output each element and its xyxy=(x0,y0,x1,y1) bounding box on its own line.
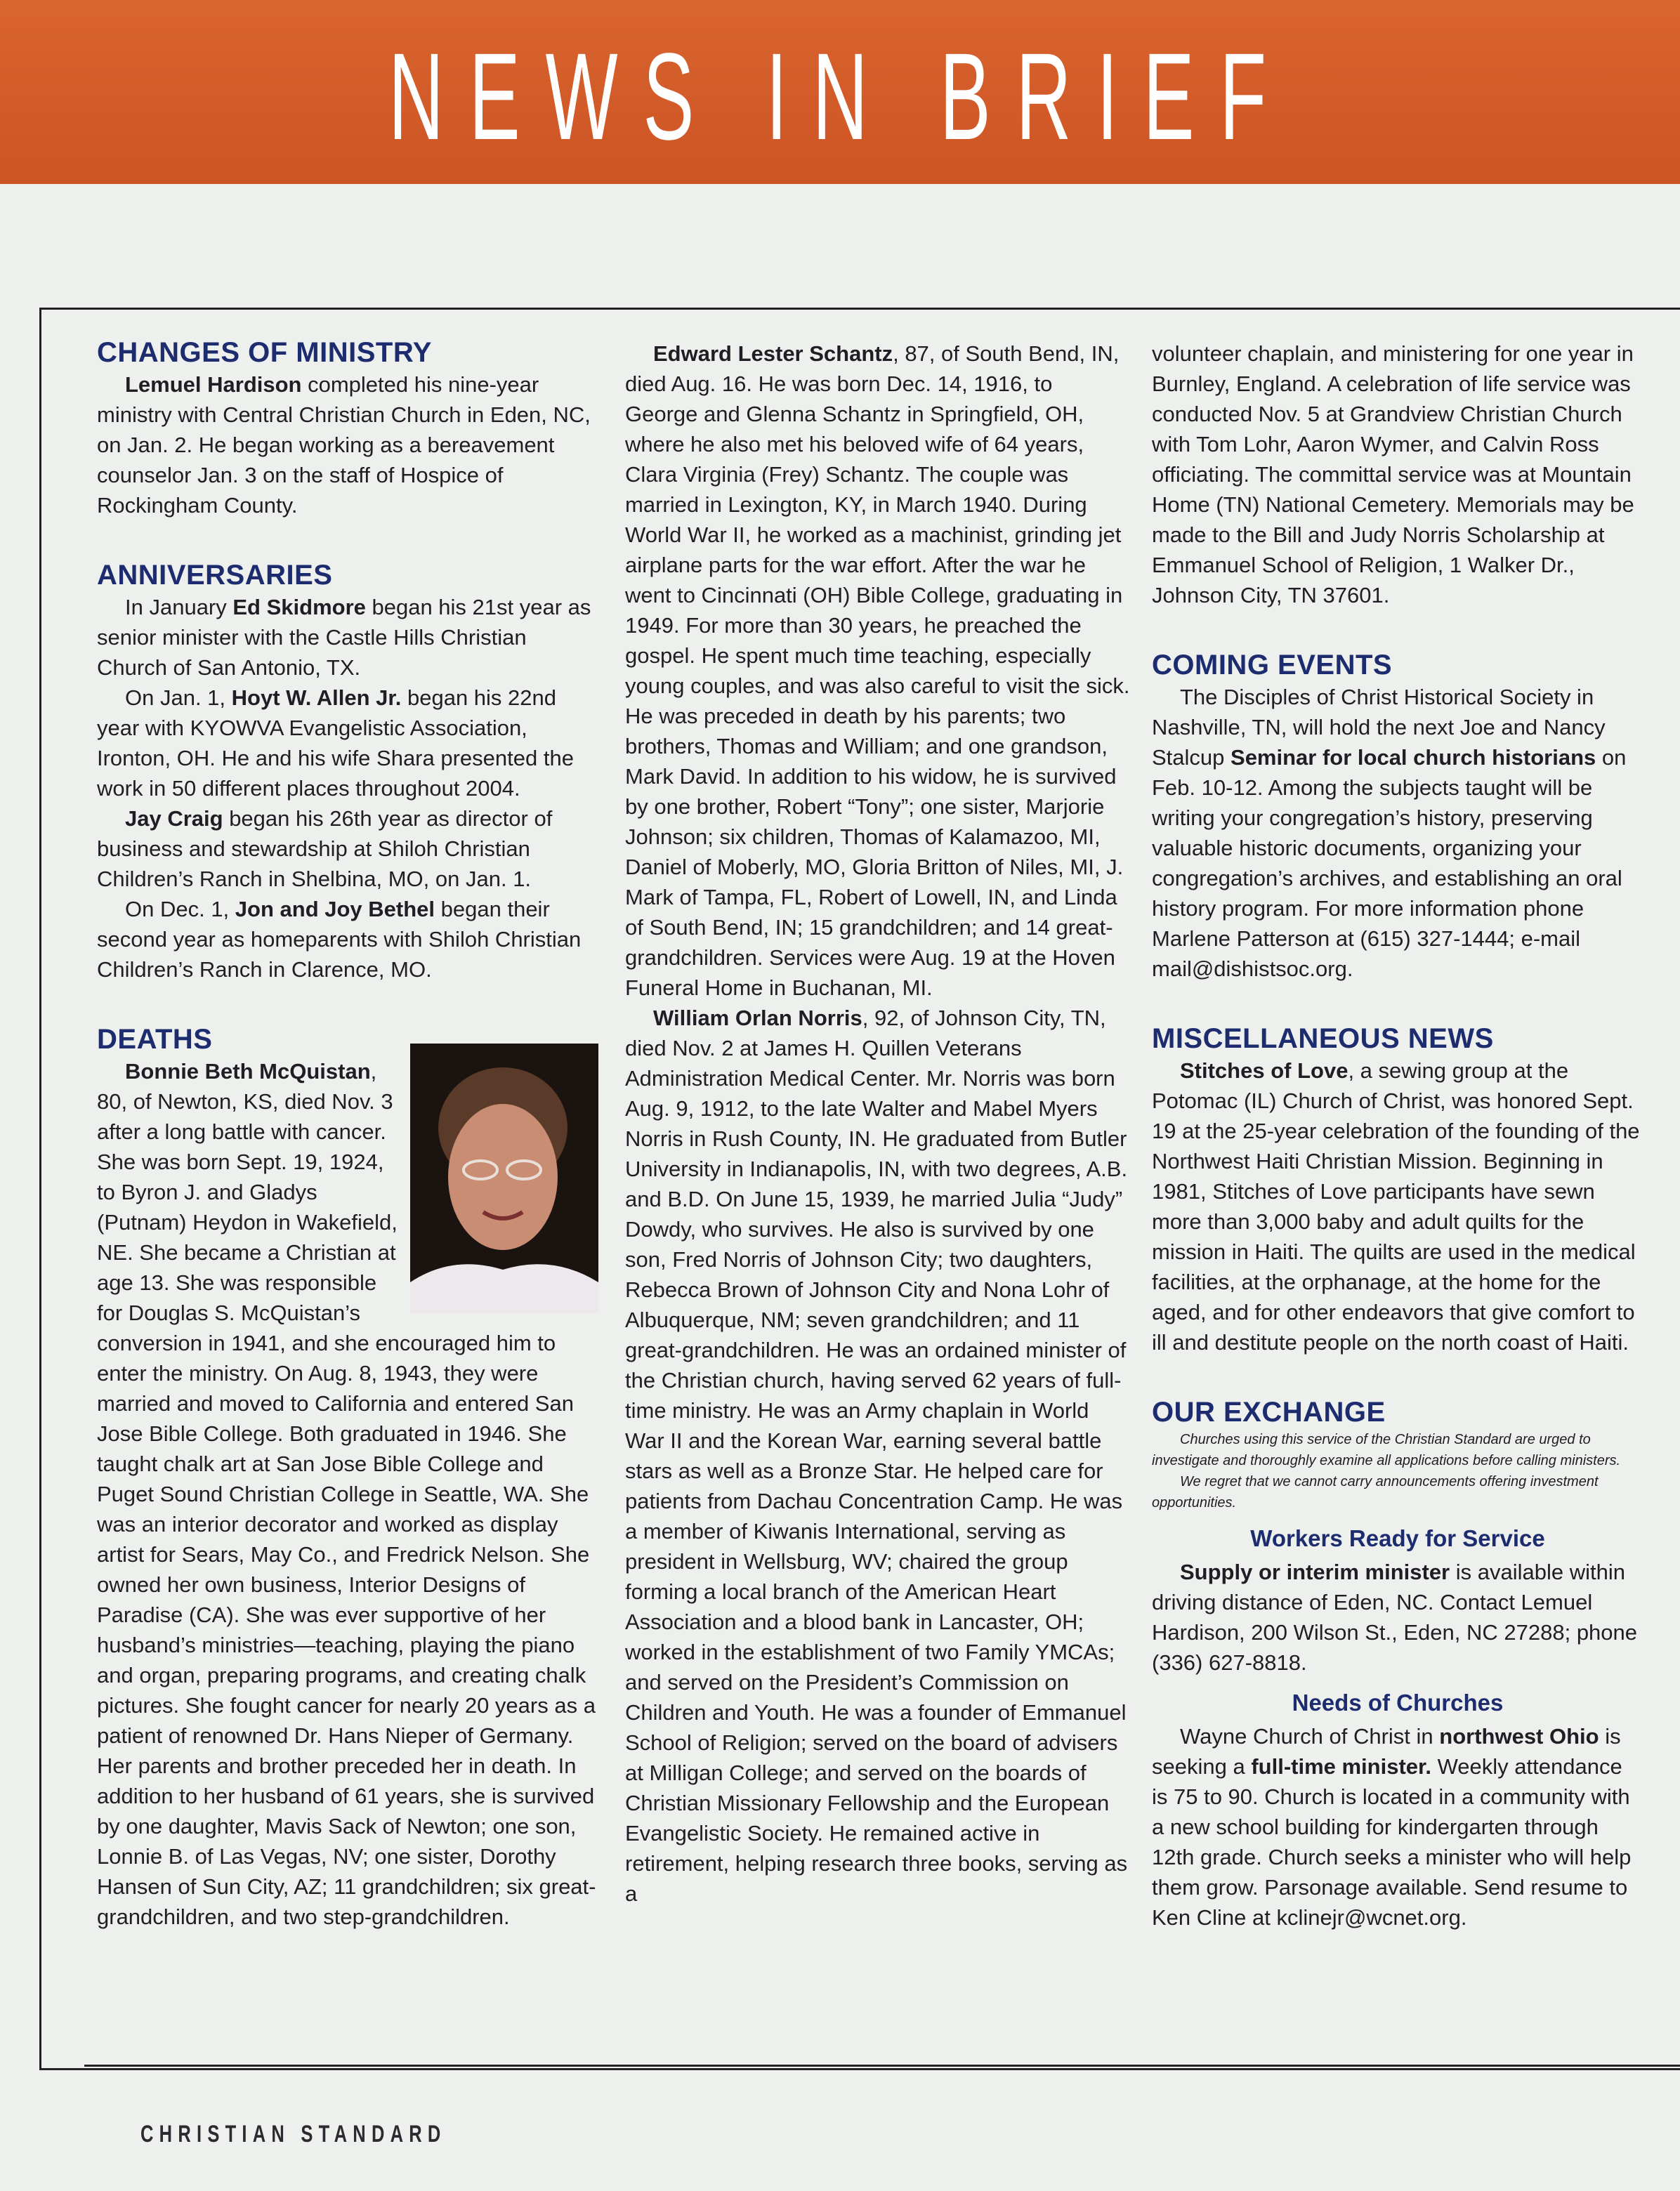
paragraph xyxy=(1152,1055,1643,1357)
person-name: Lemuel Hardison xyxy=(125,372,302,397)
paragraph xyxy=(97,894,603,985)
paragraph xyxy=(625,338,1131,1003)
person-name: Hoyt W. Allen Jr. xyxy=(231,685,402,710)
paragraph-text: Wayne Church of Christ in xyxy=(1180,1724,1440,1749)
publication-name: CHRISTIAN STANDARD xyxy=(140,2121,447,2147)
paragraph-text: On Dec. 1, xyxy=(125,897,235,921)
section-heading: ANNIVERSARIES xyxy=(97,560,333,591)
section-miscellaneous-news xyxy=(1152,1022,1643,1357)
listing-title: full-time minister. xyxy=(1251,1754,1431,1779)
paragraph-text: , 80, of Newton, KS, died Nov. 3 after a long battle with cancer. She was born Sept. 19, 1924, to Byron J. and Gladys (Putnam) Heydon in Wakefield, NE. She became a Christian at age 13. She was responsible for Douglas S. McQuistan’s conversion in 1941, and she encouraged him to enter the ministry. On Aug. 8, 1943, they were married and moved to California and entered San Jose Bible College. Both graduated in 1946. She taught chalk art at San Jose Bible College and Puget Sound Christian College in Seattle, WA. She was an interior decorator and worked as display artist for Sears, May Co., and Fredrick Nelson. She owned her own business, Interior Designs of Paradise (CA). She was ever supportive of her husband’s ministries—teaching, playing the piano and organ, preparing programs, and creating chalk pictures. She fought cancer for nearly 20 years as a patient of renowned Dr. Hans Nieper of Germany. Her parents and brother preceded her in death. In addition to her husband of 61 years, she is survived by one daughter, Mavis Sack of Newton; one son, Lonnie B. of Las Vegas, NV; one sister, Dorothy Hansen of Sun City, AZ; 11 grandchildren; six great-grandchildren, and two step-grandchildren. xyxy=(97,1059,596,1929)
person-name: Edward Lester Schantz xyxy=(653,341,893,366)
column-middle xyxy=(625,338,1131,1909)
paragraph-text: On Jan. 1, xyxy=(125,685,232,710)
paragraph-text: is seeking a xyxy=(1152,1724,1621,1779)
paragraph xyxy=(1152,1721,1643,1933)
paragraph-text: on Feb. 10-12. Among the subjects taught will be writing your congregation’s history, preserving valuable historic documents, organizing your congregation’s archives, and establishing an oral history program. For more information phone Marlene Patterson at (615) 327-1444; e-mail mail@dishistsoc.org. xyxy=(1152,745,1627,981)
person-name: Ed Skidmore xyxy=(232,595,366,619)
column-left xyxy=(97,336,603,1932)
portrait-photo xyxy=(410,1044,598,1313)
person-name: William Orlan Norris xyxy=(653,1006,862,1030)
paragraph xyxy=(625,1003,1131,1909)
footer-rule xyxy=(84,2065,1680,2067)
section-heading: DEATHS xyxy=(97,1024,213,1055)
person-name: Jay Craig xyxy=(125,806,223,831)
section-anniversaries xyxy=(97,558,603,985)
exchange-disclaimer: Churches using this service of the Christian Standard are urged to investigate and thoroughly examine all applications before calling ministers. xyxy=(1152,1432,1621,1468)
column-right xyxy=(1152,338,1643,1933)
subheading-workers: Workers Ready for Service xyxy=(1250,1525,1545,1551)
paragraph: volunteer chaplain, and ministering for one year in Burnley, England. A celebration of life service was conducted Nov. 5 at Grandview Christian Church with Tom Lohr, Aaron Wymer, and Calvin Ross officiating. The committal service was at Mountain Home (TN) National Cemetery. Memorials may be made to the Bill and Judy Norris Scholarship at Emmanuel School of Religion, 1 Walker Dr., Johnson City, TN 37601. xyxy=(1152,341,1634,607)
paragraph-text: Weekly attendance is 75 to 90. Church is located in a community with a new school building for kindergarten through 12th grade. Church seeks a minister who will help them grow. Parsonage available. Send resume to Ken Cline at kclinejr@wcnet.org. xyxy=(1152,1754,1632,1930)
paragraph xyxy=(97,803,603,894)
location: northwest Ohio xyxy=(1439,1724,1599,1749)
section-heading: OUR EXCHANGE xyxy=(1152,1397,1386,1428)
paragraph-text: The Disciples of Christ Historical Society in Nashville, TN, will hold the next Joe and Nancy Stalcup xyxy=(1152,685,1606,770)
page-title: NEWS IN BRIEF xyxy=(388,28,1292,166)
exchange-disclaimer: We regret that we cannot carry announcements offering investment opportunities. xyxy=(1152,1474,1599,1511)
paragraph-text: , a sewing group at the Potomac (IL) Church of Christ, was honored Sept. 19 at the 25-year celebration of the founding of the Northwest Haiti Christian Mission. Beginning in 1981, Stitches of Love participants have sewn more than 3,000 baby and adult quilts for the mission in Haiti. The quilts are used in the medical facilities, at the orphanage, at the home for the aged, and for other endeavors that give comfort to ill and destitute people on the north coast of Haiti. xyxy=(1152,1058,1640,1355)
section-heading: COMING EVENTS xyxy=(1152,650,1393,680)
listing-title: Supply or interim minister xyxy=(1180,1560,1450,1584)
paragraph xyxy=(97,592,603,683)
paragraph-text: is available within driving distance of Eden, NC. Contact Lemuel Hardison, 200 Wilson St., Eden, NC 27288; phone (336) 627-8818. xyxy=(1152,1560,1638,1675)
paragraph-text: In January xyxy=(125,595,233,619)
section-heading: MISCELLANEOUS NEWS xyxy=(1152,1023,1494,1054)
section-deaths xyxy=(97,1022,603,1932)
paragraph xyxy=(1152,682,1643,984)
event-name: Seminar for local church historians xyxy=(1231,745,1596,770)
paragraph-text: , 87, of South Bend, IN, died Aug. 16. He was born Dec. 14, 1916, to George and Glenna Schantz in Springfield, OH, where he also met his beloved wife of 64 years, Clara Virginia (Frey) Schantz. The couple was married in Lexington, KY, in March 1940. During World War II, he worked as a machinist, grinding jet airplane parts for the war effort. After the war he went to Cincinnati (OH) Bible College, graduating in 1949. For more than 30 years, he preached the gospel. He spent much time teaching, especially young couples, and was also careful to visit the sick. He was preceded in death by his parents; two brothers, Thomas and William; and one grandson, Mark David. In addition to his widow, he is survived by one brother, Robert “Tony”; one sister, Marjorie Johnson; six children, Thomas of Kalamazoo, MI, Daniel of Moberly, MO, Gloria Britton of Niles, MI, J. Mark of Tampa, FL, Robert of Lowell, IN, and Linda of South Bend, IN; 15 grandchildren; and 14 great-grandchildren. Services were Aug. 19 at the Hoven Funeral Home in Buchanan, MI. xyxy=(625,341,1130,1000)
subheading-needs: Needs of Churches xyxy=(1292,1690,1504,1716)
section-our-exchange xyxy=(1152,1395,1643,1933)
group-name: Stitches of Love xyxy=(1180,1058,1348,1083)
section-changes-of-ministry xyxy=(97,336,603,520)
person-name: Bonnie Beth McQuistan xyxy=(125,1059,371,1084)
paragraph-text: , 92, of Johnson City, TN, died Nov. 2 at James H. Quillen Veterans Administration Medical Center. Mr. Norris was born Aug. 9, 1912, to the late Walter and Mabel Myers Norris in Rush County, IN. He graduated from Butler University in Indianapolis, IN, with two degrees, A.B. and B.D. On June 15, 1939, he married Julia “Judy” Dowdy, who survives. He also is survived by one son, Fred Norris of Johnson City; two daughters, Rebecca Brown of Johnson City and Nona Lohr of Albuquerque, NM; seven grandchildren; and 11 great-grandchildren. He was an ordained minister of the Christian church, having served 62 years of full-time ministry. He was an Army chaplain in World War II and the Korean War, earning several battle stars as well as a Bronze Star. He helped care for patients from Dachau Concentration Camp. He was a member of Kiwanis International, serving as president in Wellsburg, WV; chaired the group forming a local branch of the American Heart Association and a blood bank in Lancaster, OH; worked in the establishment of two Family YMCAs; and served on the President’s Commission on Children and Youth. He was a founder of Emmanuel School of Religion; served on the board of advisers at Milligan College; and served on the boards of Christian Missionary Fellowship and the European Evangelistic Society. He remained active in retirement, helping research three books, serving as a xyxy=(625,1006,1128,1906)
paragraph-text: completed his nine-year ministry with Central Christian Church in Eden, NC, on Jan. 2. He began working as a bereavement counselor Jan. 3 on the staff of Hospice of Rockingham County. xyxy=(97,372,591,518)
paragraph-text: began his 22nd year with KYOWVA Evangelistic Association, Ironton, OH. He and his wife Shara presented the work in 50 different places throughout 2004. xyxy=(97,685,574,801)
section-coming-events xyxy=(1152,648,1643,984)
section-heading: CHANGES OF MINISTRY xyxy=(97,337,432,368)
paragraph xyxy=(97,683,603,803)
paragraph-text: began his 21st year as senior minister with the Castle Hills Christian Church of San Antonio, TX. xyxy=(97,595,591,680)
paragraph xyxy=(97,369,603,520)
paragraph xyxy=(1152,1557,1643,1678)
paragraph-text: began his 26th year as director of business and stewardship at Shiloh Christian Children’s Ranch in Shelbina, MO, on Jan. 1. xyxy=(97,806,553,891)
person-name: Jon and Joy Bethel xyxy=(235,897,435,921)
continued-obituary xyxy=(1152,338,1643,610)
masthead-banner xyxy=(0,0,1680,184)
paragraph-text: began their second year as homeparents with Shiloh Christian Children’s Ranch in Clarence, MO. xyxy=(97,897,582,982)
